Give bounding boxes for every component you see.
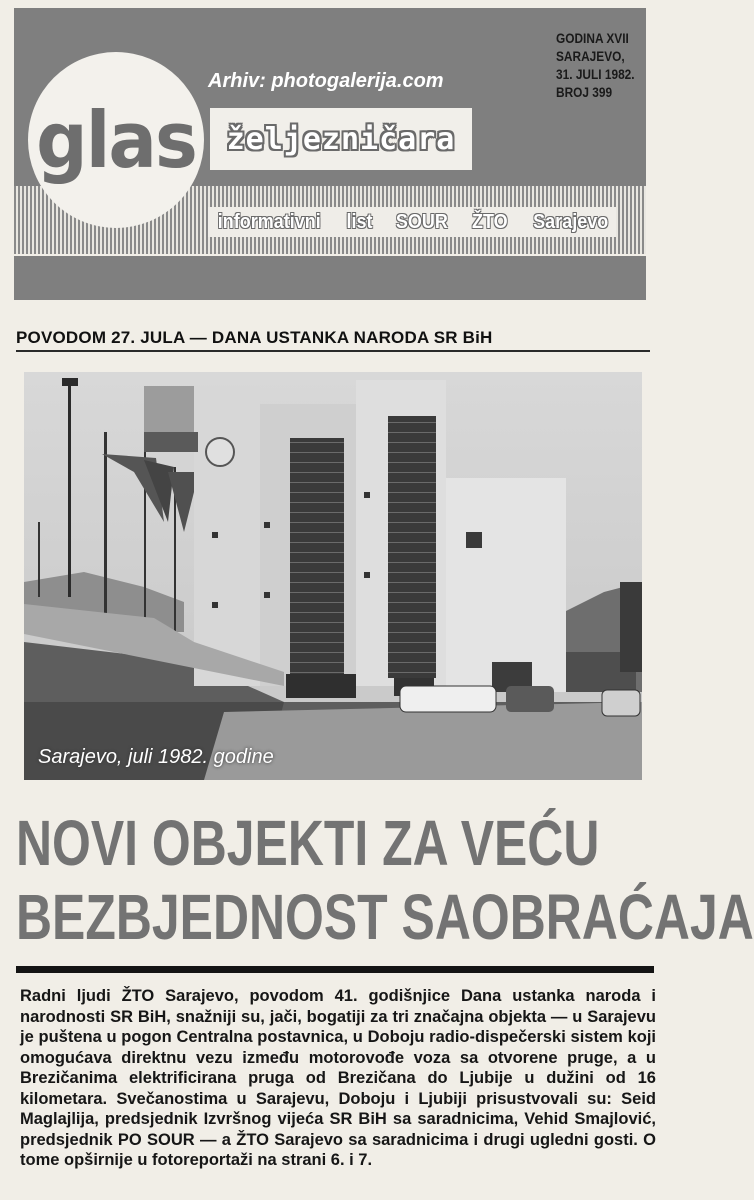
main-headline <box>16 806 754 954</box>
tagline-word: informativni <box>217 210 321 233</box>
logo-circle <box>28 52 204 228</box>
kicker-rule <box>16 350 650 352</box>
masthead-tagline <box>208 207 616 237</box>
issue-info <box>556 30 640 102</box>
building-photo <box>24 372 642 780</box>
archive-watermark: Arhiv: photogalerija.com <box>208 70 444 92</box>
issue-date: 31. JULI 1982. <box>556 67 635 82</box>
headline-line-1: NOVI OBJEKTI ZA VEĆU <box>16 807 600 879</box>
photo-caption: Sarajevo, juli 1982. godine <box>38 746 274 768</box>
tagline-word: SOUR <box>396 210 449 233</box>
logo-text: glas <box>36 94 196 186</box>
headline-line-2: BEZBJEDNOST SAOBRAĆAJA <box>16 881 754 953</box>
tagline-word: list <box>346 210 373 233</box>
kicker-headline: POVODOM 27. JULA — DANA USTANKA NARODA SR BiH <box>16 328 493 347</box>
tagline-word: Sarajevo <box>532 210 608 233</box>
masthead-subtitle-box <box>210 108 472 170</box>
issue-number: BROJ 399 <box>556 85 613 100</box>
article-body: Radni ljudi ŽTO Sarajevo, povodom 41. godišnjice Dana ustanka naroda i narodnosti SR BiH, snažniji su, jači, bogatiji za tri značajna objekta — u Sarajevu je puštena u pogon Centralna postavnica, u Doboju radio-dispečerski sistem koji omogućava direktnu vezu između motorovođe voza sa otvorene pruge, a u Brezičanima elektrificirana pruga od Brezičana do Ljubije u dužini od 16 kilometara. Svečanostima u Sarajevu, Doboju i Ljubiji prisustvovali su: Seid Maglajlija, predsjednik Izvršnog vijeća SR BiH sa saradnicima, Vehid Smajlović, predsjednik PO SOUR — a ŽTO Sarajevo sa saradnicima i drugi ugledni gosti. O tome opširnije u fotoreportaži na strani 6. i 7. <box>20 987 656 1169</box>
masthead-lower-bar <box>14 256 646 300</box>
headline-rule <box>16 966 654 973</box>
tagline-word: ŽTO <box>471 210 508 233</box>
issue-city: SARAJEVO, <box>556 49 625 64</box>
building-photo-illustration <box>24 372 642 780</box>
issue-year: GODINA XVII <box>556 31 629 46</box>
masthead-subtitle: željezničara <box>226 121 456 157</box>
